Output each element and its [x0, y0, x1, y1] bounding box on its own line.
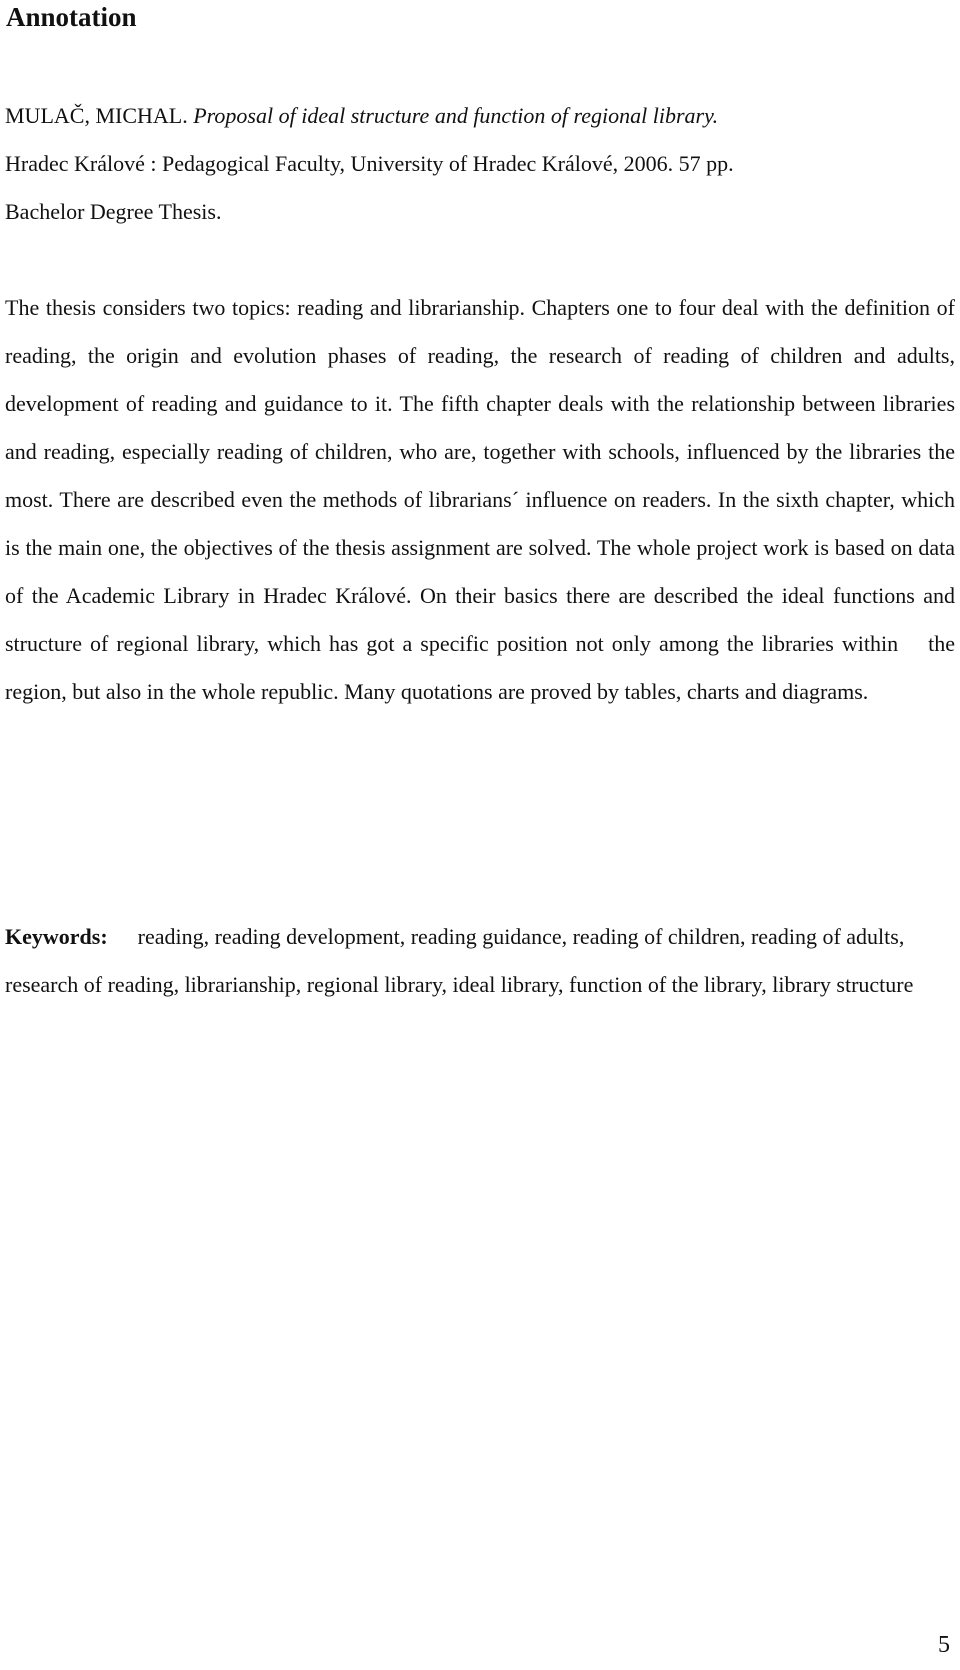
citation-title: Proposal of ideal structure and function of regional library.	[193, 103, 719, 128]
keywords-text: reading, reading development, reading guidance, reading of children, reading of adults, research of reading, librarianship, regional library, ideal library, function of the library, library structure	[5, 924, 914, 997]
citation-type: Bachelor Degree Thesis.	[5, 199, 222, 224]
citation	[5, 92, 955, 236]
abstract-text-part2: the region, but also in the whole republic. Many quotations are proved by tables, charts and diagrams.	[5, 631, 955, 704]
keywords-paragraph	[5, 913, 955, 1009]
abstract-paragraph	[5, 284, 955, 716]
keywords-label: Keywords:	[5, 924, 108, 949]
page-number: 5	[938, 1632, 950, 1658]
citation-publisher: Hradec Králové : Pedagogical Faculty, University of Hradec Králové, 2006. 57 pp.	[5, 151, 734, 176]
abstract-text-part1: The thesis considers two topics: reading and librarianship. Chapters one to four deal with the definition of reading, the origin and evolution phases of reading, the research of reading of children and adults, development of reading and guidance to it. The fifth chapter deals with the relationship between libraries and reading, especially reading of children, who are, together with schools, influenced by the libraries the most. There are described even the methods of librarians´ influence on readers. In the sixth chapter, which is the main one, the objectives of the thesis assignment are solved. The whole project work is based on data of the Academic Library in Hradec Králové. On their basics there are described the ideal functions and structure of regional library, which has got a specific position not only among the libraries within	[5, 295, 955, 656]
citation-author: MULAČ, MICHAL.	[5, 103, 188, 128]
page-heading: Annotation	[6, 2, 137, 32]
